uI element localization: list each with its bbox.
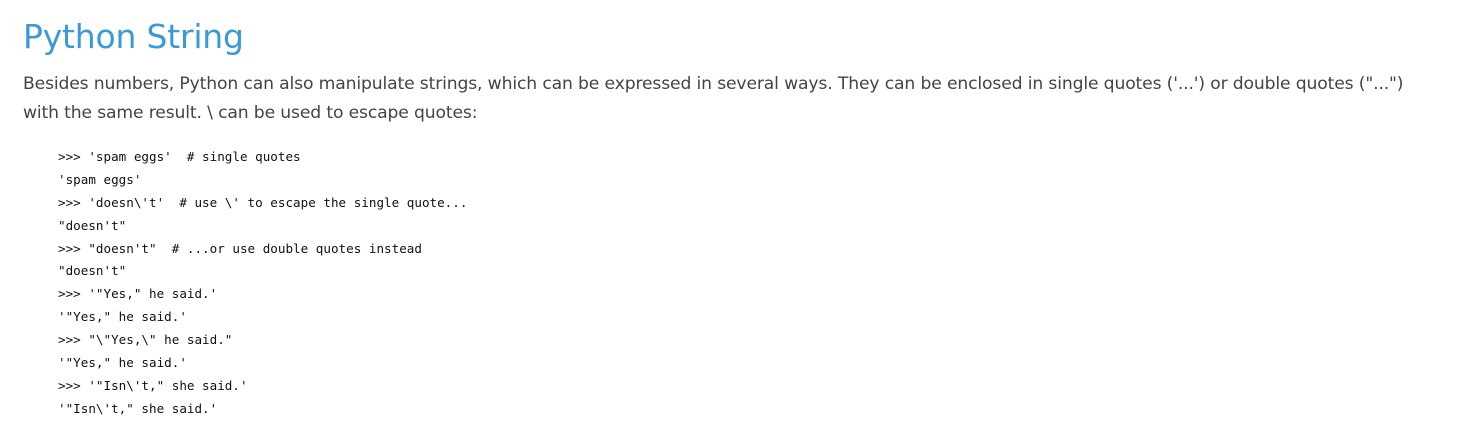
- code-line-output: "doesn't": [58, 263, 127, 279]
- page-title: Python String: [23, 17, 244, 56]
- code-line-output: 'spam eggs': [58, 171, 142, 187]
- code-line-output: "doesn't": [58, 217, 127, 233]
- code-line-prompt: >>> '"Yes," he said.': [58, 286, 218, 302]
- code-line-prompt: >>> "doesn't" # ...or use double quotes instead: [58, 240, 422, 256]
- code-line-prompt: >>> "\"Yes,\" he said.": [58, 332, 233, 348]
- code-block: [58, 146, 1468, 421]
- code-line-output: '"Yes," he said.': [58, 355, 187, 371]
- code-line-prompt: >>> 'spam eggs' # single quotes: [58, 149, 301, 164]
- code-line-prompt: >>> 'doesn\'t' # use \' to escape the single quote...: [58, 194, 468, 210]
- code-line-prompt: >>> '"Isn\'t," she said.': [58, 377, 248, 393]
- code-line-output: '"Isn\'t," she said.': [58, 400, 218, 416]
- code-line-output: '"Yes," he said.': [58, 309, 187, 325]
- intro-paragraph: Besides numbers, Python can also manipulate strings, which can be expressed in several ways. They can be enclosed in single quotes ('...') or double quotes ("...") with the same result. \ can be used to escape quotes:: [23, 74, 1404, 123]
